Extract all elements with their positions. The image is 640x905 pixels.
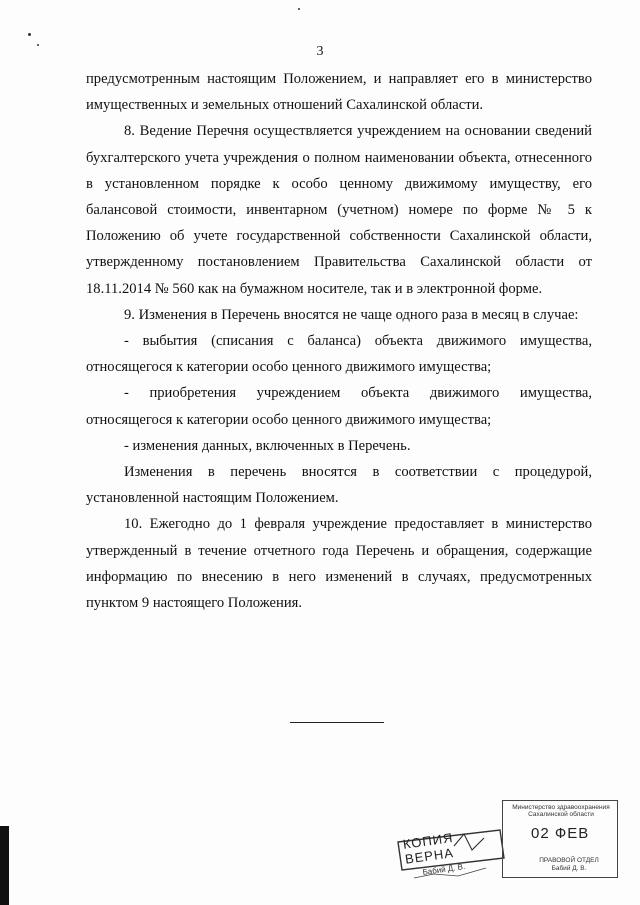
body-text xyxy=(86,66,592,616)
list-item-disposal: - выбытия (списания с баланса) объекта движимого имущества, относящегося к категории особо ценного движимого имущества; xyxy=(86,333,592,376)
ministry-received-stamp xyxy=(502,800,618,878)
ministry-stamp-region: Сахалинской области xyxy=(528,811,594,818)
paragraph-continuation: предусмотренным настоящим Положением, и направляет его в министерство имущественных и земельных отношений Сахалинской области. xyxy=(86,71,592,114)
copy-stamp-signature: Бабий Д. В. xyxy=(422,862,466,877)
scan-speck xyxy=(28,33,31,36)
scan-speck xyxy=(298,8,300,10)
list-item-data-change: - изменения данных, включенных в Перечень. xyxy=(124,437,411,454)
ministry-stamp-date: 02 ФЕВ xyxy=(531,825,590,842)
scan-edge-mark xyxy=(0,826,9,905)
copy-certified-stamp xyxy=(394,828,506,886)
paragraph-8: 8. Ведение Перечня осуществляется учреждением на основании сведений бухгалтерского учета учреждения о полном наименовании объекта, отнесенного в установленном порядке к особо ценному движимому имуществу, его балансовой стоимости, инвентарном (учетном) номере по форме № 5 к Положению об учете государственной собственности Сахалинской области, утвержденному постановлением Правительства Сахалинской области от 18.11.2014 № 560 как на бумажном носителе, так и в электронной форме. xyxy=(86,123,592,297)
paragraph-changes-procedure: Изменения в перечень вносятся в соответствии с процедурой, установленной настоящим Положением. xyxy=(86,464,592,507)
page-number: 3 xyxy=(316,44,324,59)
closing-rule xyxy=(290,722,384,723)
paragraph-9: 9. Изменения в Перечень вносятся не чаще одного раза в месяц в случае: xyxy=(124,306,579,323)
ministry-stamp-name: Министерство здравоохранения xyxy=(512,804,610,811)
paragraph-10: 10. Ежегодно до 1 февраля учреждение предоставляет в министерство утвержденный в течение отчетного года Перечень и обращения, содержащие информацию по внесению в него изменений в случаях, предусмотренных пунктом 9 настоящего Положения. xyxy=(86,516,592,612)
ministry-stamp-department: ПРАВОВОЙ ОТДЕЛ xyxy=(539,857,599,864)
list-item-acquisition: - приобретения учреждением объекта движимого имущества, относящегося к категории особо ценного движимого имущества; xyxy=(86,385,592,428)
ministry-stamp-person: Бабий Д. В. xyxy=(551,865,587,872)
copy-stamp-text: КОПИЯ ВЕРНА xyxy=(402,829,455,867)
